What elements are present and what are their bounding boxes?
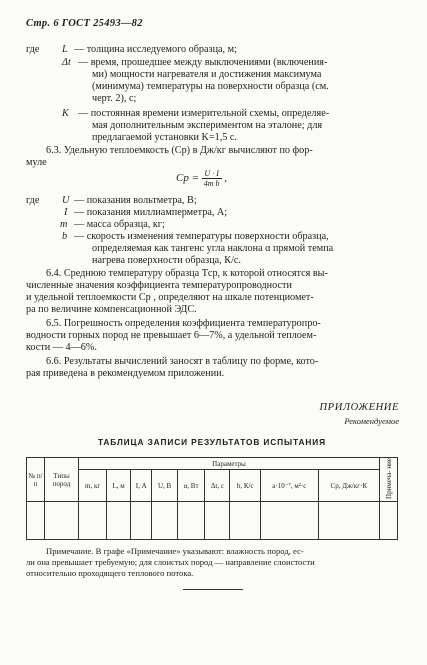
def-text: — время, прошедшее между выключениями (включения- [78,57,328,68]
note-line: Примечание. В графе «Примечание» указывают: влажность пород, ес- [46,546,304,556]
para-line: ра по величине компенсационной ЭДС. [26,304,197,315]
symbol-b: b [62,231,68,242]
page-header: Стр. 6 ГОСТ 25493—82 [26,18,143,29]
param-header: Δt, с [205,470,230,502]
where-label: где [26,195,40,206]
def-text: нагрева поверхности образца, К/с. [92,255,241,266]
para-line: и удельной теплоемкости Cp , определяют на шкале потенциомет- [26,292,314,303]
def-text: — толщина исследуемого образца, м; [74,44,237,55]
results-table [26,457,398,540]
table-row [27,502,398,540]
param-header: b, К/с [230,470,261,502]
formula-denominator: 4m b [203,179,220,188]
symbol-I: I [64,207,68,218]
col-params-header: Параметры [79,458,380,470]
param-header: L, м [107,470,131,502]
table-title: ТАБЛИЦА ЗАПИСИ РЕЗУЛЬТАТОВ ИСПЫТАНИЯ [97,437,327,447]
formula-tail: , [224,172,228,185]
col-no-header: № п/п [27,458,45,502]
col-types-header: Типы пород [45,458,79,502]
formula-numerator: U · I [202,169,222,179]
para-line: 6.6. Результаты вычислений заносят в таблицу по форме, кото- [46,356,319,367]
note-line: относительно проходящего теплового потока. [26,568,194,578]
para-line: водности горных пород не превышает 6—7%, а удельной теплоем- [26,330,317,341]
symbol-dt: Δt [62,57,71,68]
para-line: рая приведена в рекомендуемом приложении. [26,368,225,379]
param-header: m, кг [79,470,107,502]
symbol-K: K [62,108,69,119]
para-line: 6.5. Погрешность определения коэффициента температуропро- [46,318,321,329]
formula-lhs: Cp = [176,172,200,185]
where-label: где [26,44,40,55]
formula-fraction [202,169,222,188]
def-text: — показания миллиамперметра, А; [74,207,228,218]
def-text: предлагаемой установки K=1,5 с. [92,132,237,143]
param-header: α, Вт [177,470,205,502]
def-text: черт. 2), с; [92,93,137,104]
paragraph-6-3-line1: 6.3. Удельную теплоемкость (Cp) в Дж/кг вычисляют по фор- [46,145,313,156]
def-text: мая дополнительным экспериментом на эталоне; для [92,120,323,131]
paragraph-6-3-line2: муле [26,157,47,168]
formula [176,169,227,188]
note-line: ли она превышает требуемую; для слоистых пород — направление слоистости [26,557,315,567]
def-text: определяемая как тангенс угла наклона α прямой темпа [92,243,334,254]
symbol-U: U [62,195,70,206]
param-header: U, В [152,470,177,502]
symbol-m: m [60,219,68,230]
def-text: (минимума) температуры на поверхности образца (см. [92,81,329,92]
para-line: численные значения коэффициента температуропроводности [26,280,292,291]
para-line: 6.4. Среднюю температуру образца Tср, к которой относятся вы- [46,268,328,279]
def-text: — постоянная времени измерительной схемы, определяе- [78,108,330,119]
divider [183,589,243,590]
appendix-label: ПРИЛОЖЕНИЕ [319,402,399,413]
symbol-L: L [62,44,68,55]
param-header: I, А [130,470,152,502]
def-text: — показания вольтметра, В; [74,195,197,206]
recommended-label: Рекомендуемое [344,416,399,426]
para-line: кости — 4—6%. [26,342,97,353]
def-text: — скорость изменения температуры поверхности образца, [74,231,329,242]
param-header: Cp, Дж/кг·К [318,470,379,502]
def-text: ми) мощности нагревателя и достижения максимума [92,69,322,80]
col-note-header: Примеча- ние [380,458,398,502]
def-text: — масса образца, кг; [74,219,165,230]
param-header: a·10⁻⁷, м²·с [261,470,319,502]
